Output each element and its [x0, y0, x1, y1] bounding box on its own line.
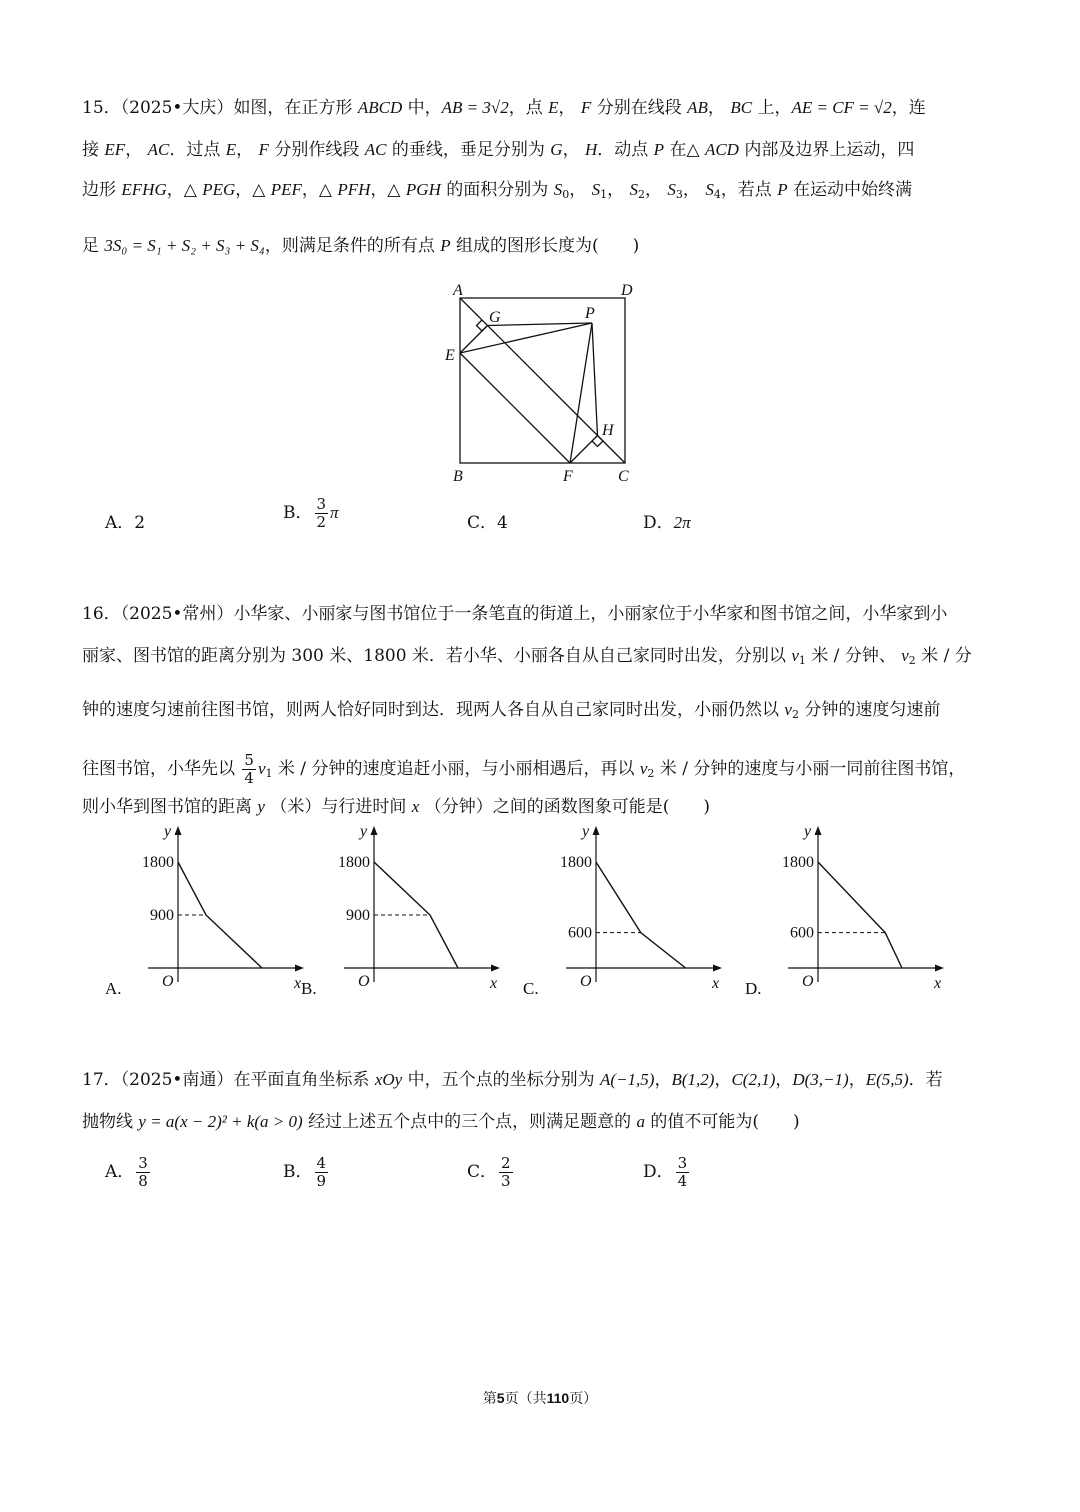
q15-line4: 足 3S₀ = S₁ + S₂ + S₃ + S₄，则满足条件的所有点 P 组成的图形长度为( ) — [82, 236, 640, 256]
q16-graph-option-b[interactable] — [296, 820, 506, 1005]
label-f: F — [563, 468, 573, 485]
label-c: C — [618, 468, 629, 485]
x-axis-label: x — [934, 975, 942, 992]
q17-option-a[interactable]: A． $\frac{3}{8}$ — [105, 1154, 148, 1190]
q16-graph-option-c[interactable] — [518, 820, 728, 1005]
page-footer: 第5页（共110页） — [482, 1390, 598, 1407]
ytick-mid: 600 — [790, 924, 814, 942]
x-axis-label: x — [712, 975, 720, 992]
q16-line1: 16．（2025•常州）小华家、小丽家与图书馆位于一条笔直的街道上，小丽家位于小华家和图书馆之间，小华家到小 — [82, 604, 948, 624]
ytick-mid: 900 — [346, 907, 370, 924]
right-angle-g — [477, 320, 488, 331]
label-p: P — [585, 305, 595, 322]
option-label: C. — [523, 979, 539, 998]
x-axis-arrow — [935, 965, 944, 972]
x-axis-arrow — [713, 965, 722, 972]
graph-line — [178, 862, 262, 968]
label-b: B — [453, 468, 463, 485]
q15-eq-ab: AB = 3√2 — [441, 98, 509, 117]
origin-label: O — [358, 973, 370, 990]
ytick-1800: 1800 — [338, 854, 370, 871]
label-a: A — [453, 282, 463, 299]
origin-label: O — [580, 973, 592, 990]
segment-pe — [460, 323, 592, 353]
ytick-1800: 1800 — [560, 854, 592, 871]
q16-line2: 丽家、图书馆的距离分别为 300 米、1800 米．若小华、小丽各自从自己家同时出发，分别以 $v_1$ 米 / 分钟、 $v_2$ 米 / 分 — [82, 646, 972, 667]
x-axis-label: x — [490, 975, 498, 992]
q17-option-d[interactable]: D． $\frac{3}{4}$ — [643, 1154, 688, 1190]
y-axis-label: y — [164, 823, 172, 840]
segment-ph — [592, 323, 598, 436]
graph-line — [818, 862, 902, 968]
q15-square-figure — [440, 278, 650, 488]
origin-label: O — [802, 973, 814, 990]
y-axis-arrow — [175, 826, 182, 835]
q15-line3: 边形 EFHG，△ PEG，△ PEF，△ PFH，△ PGH 的面积分别为 $S_0$， $S_1$， $S_2$， $S_3$， $S_4$，若点 P 在运动中始终满 — [82, 180, 913, 201]
y-axis-label: y — [360, 823, 368, 840]
option-label: D. — [745, 979, 762, 998]
y-axis-arrow — [593, 826, 600, 835]
option-label: A. — [105, 979, 122, 998]
q17-option-b[interactable]: B． $\frac{4}{9}$ — [283, 1154, 327, 1190]
q17-line2: 抛物线 y = a(x − 2)² + k(a > 0) 经过上述五个点中的三个点，则满足题意的 a 的值不可能为( ) — [82, 1112, 800, 1132]
graph-line — [596, 862, 686, 968]
ytick-mid: 900 — [150, 907, 174, 924]
label-e: E — [445, 347, 455, 364]
q16-graph-option-d[interactable] — [740, 820, 950, 1005]
q15-eq-main: 3S₀ = S₁ + S₂ + S₃ + S₄ — [104, 236, 265, 255]
origin-label: O — [162, 973, 174, 990]
label-d: D — [621, 282, 633, 299]
q17-line1: 17．（2025•南通）在平面直角坐标系 xOy 中，五个点的坐标分别为 A(−1,5)，B(1,2)，C(2,1)，D(3,−1)，E(5,5)．若 — [82, 1070, 943, 1090]
option-label: B. — [301, 979, 317, 998]
q17-parabola: y = a(x − 2)² + k(a > 0) — [138, 1112, 303, 1131]
q15-option-d[interactable]: D．2π — [643, 513, 691, 533]
q16-line3: 钟的速度匀速前往图书馆，则两人恰好同时到达．现两人各自从自己家同时出发，小丽仍然以 $v_2$ 分钟的速度匀速前 — [82, 700, 941, 721]
q15-option-c[interactable]: C．4 — [467, 513, 508, 533]
segment-pg — [488, 323, 593, 326]
y-axis-arrow — [371, 826, 378, 835]
q16-graph-option-a[interactable] — [100, 820, 310, 1005]
ytick-1800: 1800 — [142, 854, 174, 871]
q16-line4: 往图书馆，小华先以 $\frac{5}{4}$ $v_1$ 米 / 分钟的速度追赶小丽，与小丽相遇后，再以 $v_2$ 米 / 分钟的速度与小丽一同前往图书馆， — [82, 751, 966, 787]
q16-graph-options — [0, 820, 1080, 1010]
q15-line2: 接 EF， AC．过点 E， F 分别作线段 AC 的垂线，垂足分别为 G， H．动点 P 在△ ACD 内部及边界上运动，四 — [82, 140, 915, 160]
ytick-1800: 1800 — [782, 854, 814, 871]
q15-line1: 15．（2025•大庆）如图，在正方形 ABCD 中，AB = 3√2，点 E， F 分别在线段 AB， BC 上，AE = CF = √2，连 — [82, 98, 926, 118]
q17-option-c[interactable]: C． $\frac{2}{3}$ — [467, 1154, 511, 1190]
q15-eq-ae: AE = CF = √2 — [791, 98, 892, 117]
q15-option-a[interactable]: A．2 — [105, 513, 146, 533]
y-axis-arrow — [815, 826, 822, 835]
x-axis-label: x — [294, 975, 302, 992]
label-h: H — [602, 422, 614, 439]
y-axis-label: y — [582, 823, 590, 840]
q16-line5: 则小华到图书馆的距离 y （米）与行进时间 x （分钟）之间的函数图象可能是( ) — [82, 797, 710, 817]
segment-pf — [570, 323, 592, 463]
x-axis-arrow — [491, 965, 500, 972]
q15-option-b[interactable]: B． $\frac{3}{2}$ π — [283, 495, 339, 531]
label-g: G — [489, 309, 501, 326]
ytick-mid: 600 — [568, 924, 592, 942]
y-axis-label: y — [804, 823, 812, 840]
segment-ef — [460, 353, 570, 463]
